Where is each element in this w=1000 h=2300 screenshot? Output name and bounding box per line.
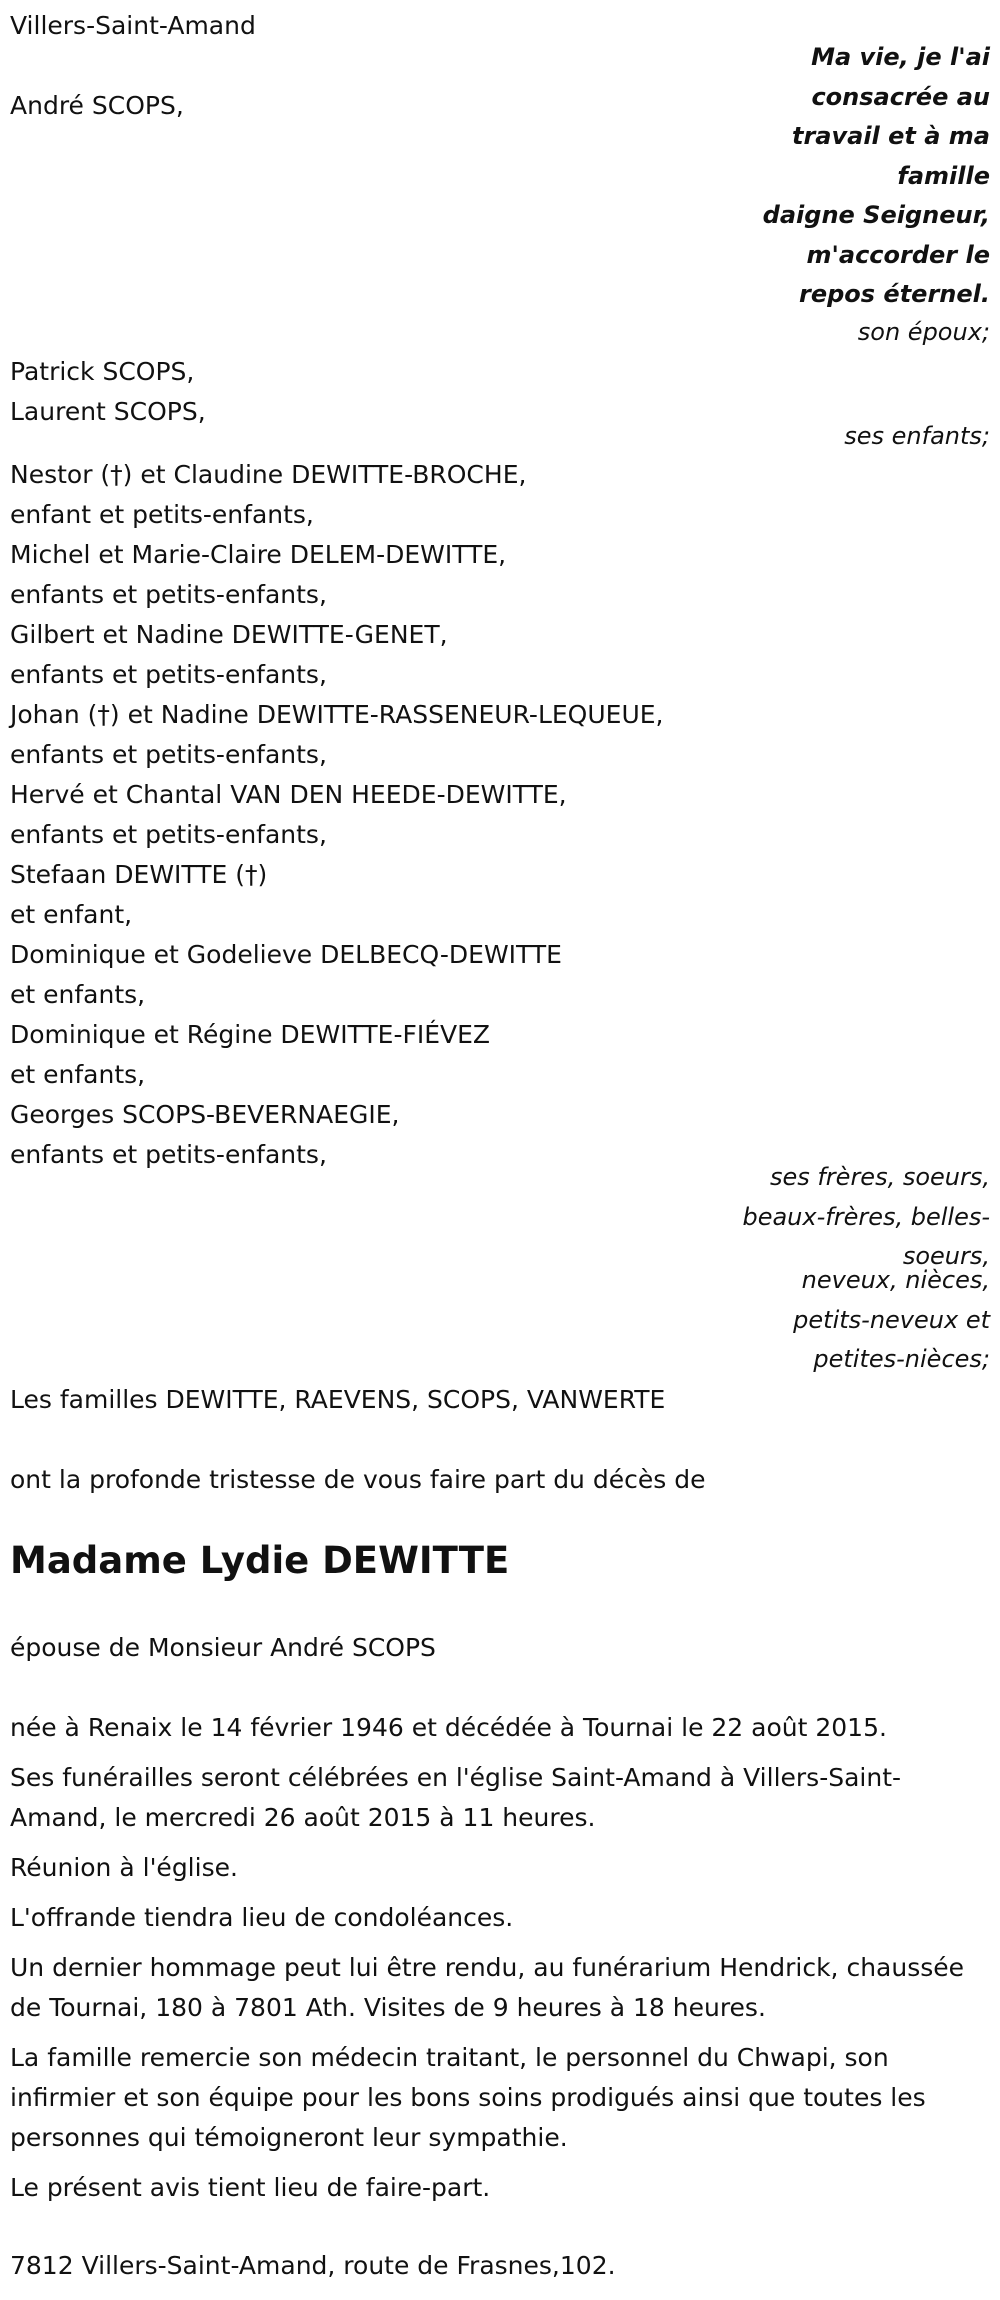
relation-line: petites-nièces; (813, 1345, 990, 1373)
sibling-line: enfants et petits-enfants, (10, 660, 327, 689)
siblings-relation (742, 1158, 990, 1277)
sibling-line: enfants et petits-enfants, (10, 820, 327, 849)
children-relation: ses enfants; (844, 422, 990, 450)
sibling-line: enfants et petits-enfants, (10, 580, 327, 609)
husband-name: André SCOPS, (10, 91, 184, 120)
funeral-details: Ses funérailles seront célébrées en l'église Saint-Amand à Villers-Saint-Amand, le mercredi 26 août 2015 à 11 heures. (10, 1763, 902, 1832)
sibling-line: Michel et Marie-Claire DELEM-DEWITTE, (10, 540, 507, 569)
epitaph-quote (740, 38, 990, 315)
quote-line: daigne Seigneur, (762, 201, 990, 229)
relation-line: petits-neveux et (793, 1305, 990, 1334)
quote-line: Ma vie, je l'ai (811, 43, 990, 71)
quote-line: travail et à ma (791, 122, 990, 150)
sibling-line: Nestor (†) et Claudine DEWITTE-BROCHE, (10, 460, 527, 489)
deceased-name: Madame Lydie DEWITTE (10, 1539, 510, 1582)
sibling-line: Johan (†) et Nadine DEWITTE-RASSENEUR-LEQUEUE, (10, 700, 664, 729)
nephews-relation (793, 1261, 990, 1380)
birth-death-line: née à Renaix le 14 février 1946 et décédée à Tournai le 22 août 2015. (10, 1713, 887, 1742)
child-name: Laurent SCOPS, (10, 397, 206, 426)
sibling-line: et enfant, (10, 900, 133, 929)
announcement-text: ont la profonde tristesse de vous faire part du décès de (10, 1465, 706, 1494)
sibling-line: enfants et petits-enfants, (10, 740, 327, 769)
notice-statement: Le présent avis tient lieu de faire-part. (10, 2173, 491, 2202)
quote-line: consacrée au (811, 82, 990, 111)
sibling-line: Gilbert et Nadine DEWITTE-GENET, (10, 620, 448, 649)
offering-details: L'offrande tiendra lieu de condoléances. (10, 1903, 514, 1932)
child-name: Patrick SCOPS, (10, 357, 195, 386)
relation-line: neveux, nièces, (801, 1266, 990, 1294)
sibling-line: enfants et petits-enfants, (10, 1140, 327, 1169)
husband-relation: son époux; (857, 318, 990, 346)
gathering-details: Réunion à l'église. (10, 1853, 238, 1882)
thanks-text: La famille remercie son médecin traitant, le personnel du Chwapi, son infirmier et son équipe pour les bons soins prodigués ainsi que toutes les personnes qui témoigneront leur sympathie. (10, 2043, 926, 2152)
sibling-line: et enfants, (10, 980, 146, 1009)
quote-line: m'accorder le (806, 240, 990, 269)
quote-line: famille (897, 161, 990, 190)
relation-line: beaux-frères, belles- (742, 1202, 990, 1231)
relation-line: ses frères, soeurs, (769, 1163, 990, 1191)
sibling-line: enfant et petits-enfants, (10, 500, 314, 529)
spouse-of: épouse de Monsieur André SCOPS (10, 1633, 436, 1662)
families-line: Les familles DEWITTE, RAEVENS, SCOPS, VANWERTE (10, 1385, 666, 1414)
place-name: Villers-Saint-Amand (10, 11, 256, 40)
sibling-line: Dominique et Régine DEWITTE-FIÉVEZ (10, 1020, 491, 1049)
relation-line: soeurs, (902, 1242, 990, 1270)
quote-line: repos éternel. (799, 280, 990, 308)
sibling-line: Dominique et Godelieve DELBECQ-DEWITTE (10, 940, 562, 969)
address: 7812 Villers-Saint-Amand, route de Frasnes,102. (10, 2251, 616, 2280)
sibling-line: et enfants, (10, 1060, 146, 1089)
sibling-line: Georges SCOPS-BEVERNAEGIE, (10, 1100, 400, 1129)
sibling-line: Hervé et Chantal VAN DEN HEEDE-DEWITTE, (10, 780, 567, 809)
sibling-line: Stefaan DEWITTE (†) (10, 860, 268, 889)
visitation-details: Un dernier hommage peut lui être rendu, au funérarium Hendrick, chaussée de Tournai, 180 à 7801 Ath. Visites de 9 heures à 18 heures. (10, 1953, 965, 2022)
